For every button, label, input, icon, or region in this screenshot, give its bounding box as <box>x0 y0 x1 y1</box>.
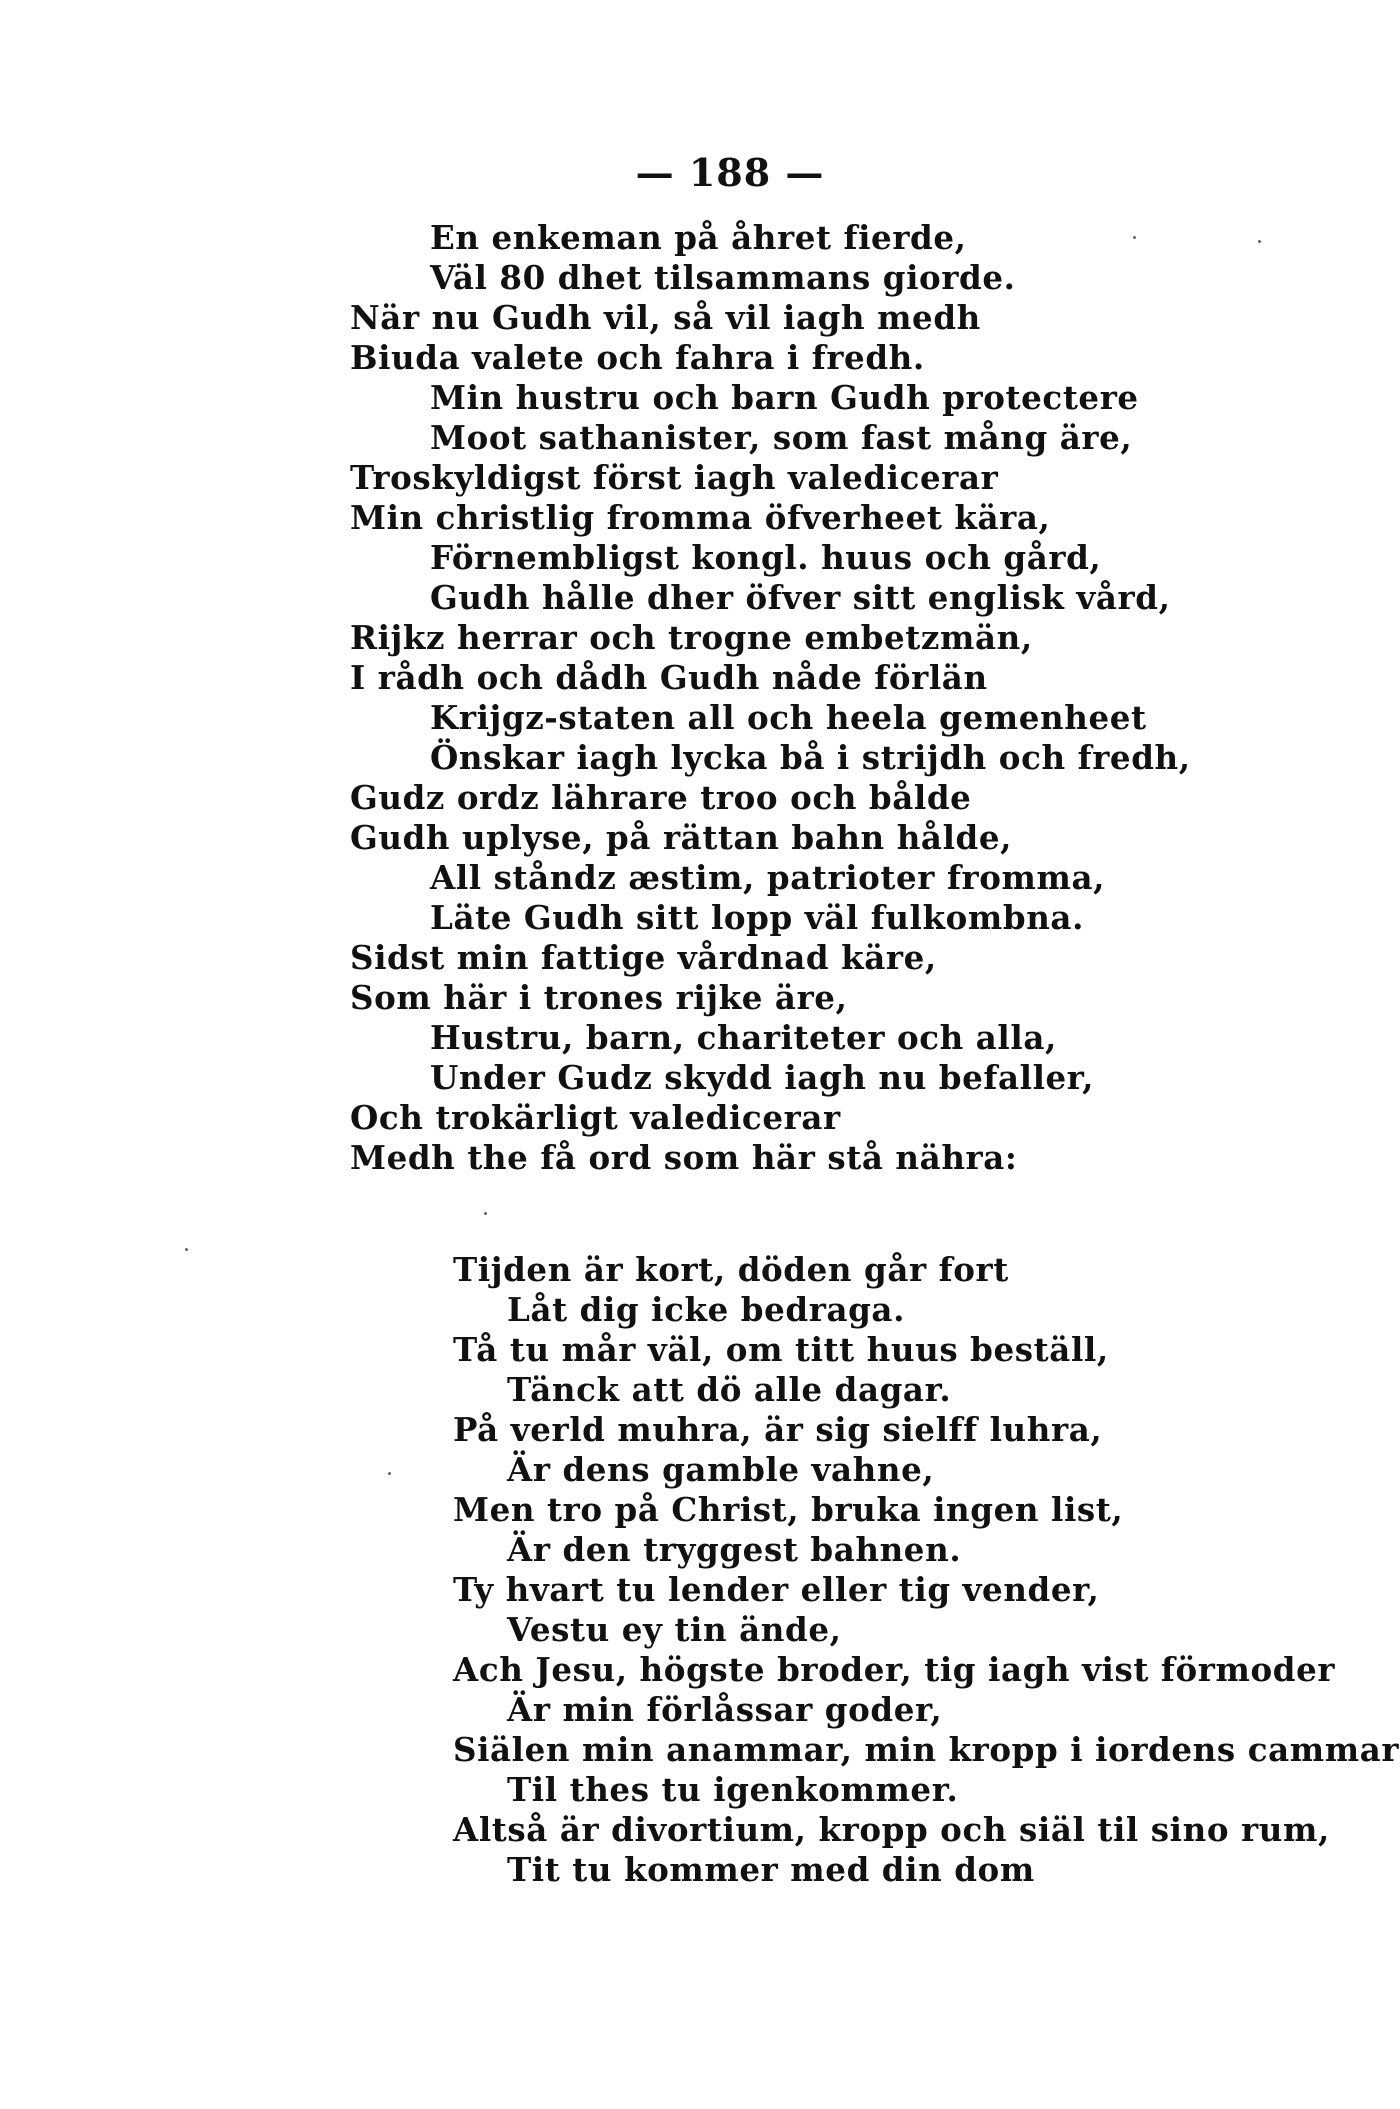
poem-line: Rijkz herrar och trogne embetzmän, <box>350 618 1033 657</box>
print-speck <box>388 1472 391 1475</box>
poem-line: Gudz ordz lährare troo och bålde <box>350 778 972 817</box>
poem-line: Min christlig fromma öfverheet kära, <box>350 498 1051 537</box>
poem-line: Väl 80 dhet tilsammans giorde. <box>430 258 1016 297</box>
poem-line: Troskyldigst först iagh valedicerar <box>350 458 999 497</box>
poem-line: Gudh hålle dher öfver sitt englisk vård, <box>430 578 1171 617</box>
print-speck <box>1258 240 1261 243</box>
poem-line: Min hustru och barn Gudh protectere <box>430 378 1139 417</box>
poem-line: I rådh och dådh Gudh nåde förlän <box>350 658 988 697</box>
poem-line: Som här i trones rijke äre, <box>350 978 848 1017</box>
poem-line: Tit tu kommer med din dom <box>507 1850 1035 1889</box>
poem-line: Altså är divortium, kropp och siäl til sino rum, <box>453 1810 1330 1849</box>
poem-line: På verld muhra, är sig sielff luhra, <box>453 1410 1103 1449</box>
poem-line: Tå tu mår väl, om titt huus beställ, <box>453 1330 1109 1369</box>
print-speck <box>484 1212 487 1215</box>
poem-line: När nu Gudh vil, så vil iagh medh <box>350 298 981 337</box>
poem-line: Är dens gamble vahne, <box>507 1450 935 1489</box>
poem-line: Är min förlåssar goder, <box>507 1690 943 1729</box>
poem-line: Låt dig icke bedraga. <box>507 1290 905 1329</box>
poem-line: Är den tryggest bahnen. <box>507 1530 962 1569</box>
poem-line: Siälen min anammar, min kropp i iordens cammar <box>453 1730 1400 1769</box>
poem-line: En enkeman på åhret fierde, <box>430 218 967 257</box>
poem-line: Läte Gudh sitt lopp väl fulkombna. <box>430 898 1085 937</box>
poem-line: Ty hvart tu lender eller tig vender, <box>453 1570 1100 1609</box>
print-speck <box>185 1248 188 1251</box>
poem-line: Medh the få ord som här stå nähra: <box>350 1138 1018 1177</box>
poem-line: Förnembligst kongl. huus och gård, <box>430 538 1102 577</box>
poem-line: Sidst min fattige vårdnad käre, <box>350 938 937 977</box>
poem-line: Krijgz-staten all och heela gemenheet <box>430 698 1147 737</box>
poem-line: Til thes tu igenkommer. <box>507 1770 959 1809</box>
poem-line: Gudh uplyse, på rättan bahn hålde, <box>350 818 1013 857</box>
poem-stanza-verse <box>453 1250 1399 1890</box>
poem-line: All ståndz æstim, patrioter fromma, <box>430 858 1106 897</box>
poem-line: Tijden är kort, döden går fort <box>453 1250 1009 1289</box>
poem-line: Men tro på Christ, bruka ingen list, <box>453 1490 1124 1529</box>
poem-line: Vestu ey tin ände, <box>507 1610 842 1649</box>
poem-line: Önskar iagh lycka bå i strijdh och fredh, <box>430 738 1191 777</box>
page-number: — 188 — <box>635 150 825 195</box>
poem-line: Tänck att dö alle dagar. <box>507 1370 952 1409</box>
poem-line: Under Gudz skydd iagh nu befaller, <box>430 1058 1095 1097</box>
poem-line: Hustru, barn, chariteter och alla, <box>430 1018 1057 1057</box>
poem-line: Biuda valete och fahra i fredh. <box>350 338 925 377</box>
poem-line: Moot sathanister, som fast mång äre, <box>430 418 1133 457</box>
poem-line: Ach Jesu, högste broder, tig iagh vist förmoder <box>453 1650 1336 1689</box>
poem-stanza-farewell <box>350 218 1191 1178</box>
poem-line: Och trokärligt valedicerar <box>350 1098 841 1137</box>
print-speck <box>1133 236 1136 239</box>
